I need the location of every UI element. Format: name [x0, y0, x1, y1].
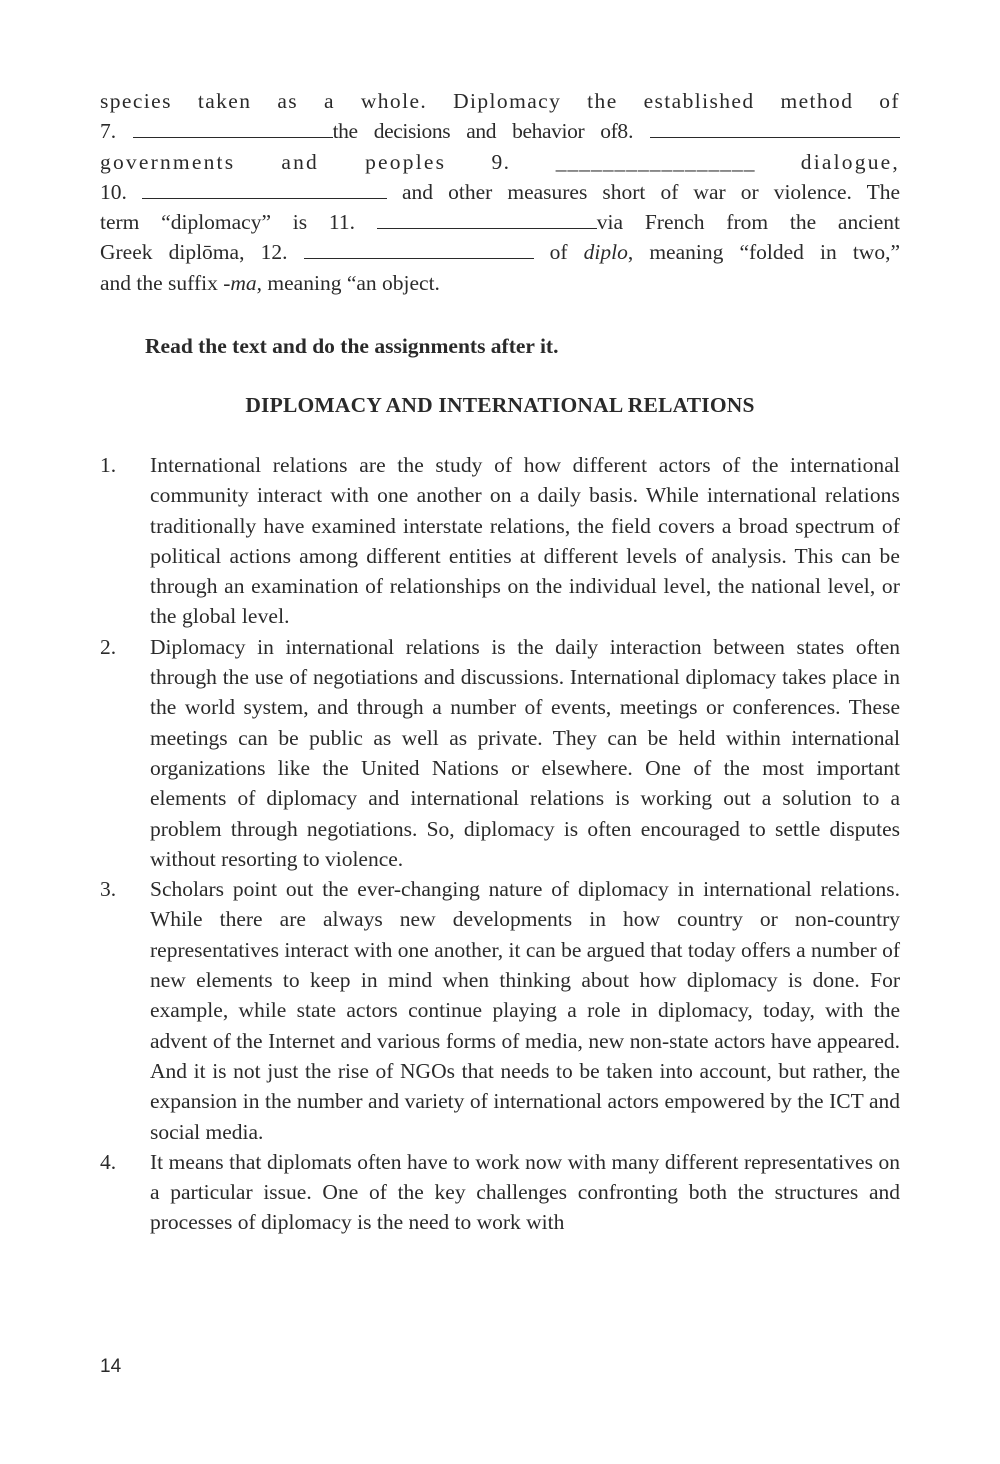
exercise-text: , meaning “an object.	[256, 270, 440, 295]
blank-number-11: 11.	[328, 210, 355, 235]
paragraph-item-3	[100, 874, 900, 1147]
exercise-line-7	[100, 268, 900, 298]
exercise-text: and other measures short of war or violence. The	[402, 179, 900, 204]
blank-12[interactable]	[304, 237, 534, 259]
blank-7[interactable]	[133, 116, 333, 138]
blank-number-9: 9.	[491, 149, 511, 174]
exercise-text: , meaning “folded in two,”	[627, 240, 900, 265]
paragraph-number: 2.	[100, 634, 117, 659]
paragraph-item-2	[100, 632, 900, 874]
exercise-text: via French from the ancient	[596, 210, 900, 235]
paragraph-number: 1.	[100, 453, 117, 477]
paragraph-item-4	[100, 1147, 900, 1238]
exercise-line-4	[100, 177, 900, 207]
exercise-text: the decisions and behavior of	[332, 119, 618, 144]
section-title: DIPLOMACY AND INTERNATIONAL RELATIONS	[245, 393, 755, 417]
paragraph-text: Diplomacy in international relations is the daily interaction between states often through the use of negotiations and discussions. International diplomacy takes place in the world system, and through a number of events, meetings or conferences. These meetings can be public as well as private. They can be held within international organizations like the United Nations or elsewhere. One of the most important elements of diplomacy and international relations is working out a solution to a problem through negotiations. So, diplomacy is often encouraged to settle disputes without resorting to violence.	[150, 634, 900, 871]
blank-number-12: 12.	[260, 240, 288, 265]
exercise-line-3	[100, 147, 900, 177]
exercise-text: and the suffix -	[100, 270, 231, 295]
paragraph-text: Scholars point out the ever-changing nature of diplomacy in international relations. While there are always new developments in how country or non-country representatives interact with one another, it can be argued that today offers a number of new elements to keep in mind when thinking about how diplomacy is done. For example, while state actors continue playing a role in diplomacy, today, with the advent of the Internet and various forms of media, new non-state actors have appeared. And it is not just the rise of NGOs that needs to be taken into account, but rather, the expansion in the number and variety of international actors empowered by the ICT and social media.	[150, 877, 900, 1144]
italic-term-diplo: diplo	[583, 240, 628, 265]
paragraph-text: It means that diplomats often have to work now with many different representatives on a particular issue. One of the key challenges confronting both the structures and processes of diplomacy is the need to work with	[150, 1149, 900, 1235]
exercise-line-1	[100, 86, 900, 116]
paragraph-number: 4.	[100, 1149, 117, 1174]
paragraph-list	[100, 450, 900, 1238]
paragraph-item-1	[100, 450, 900, 632]
blank-9[interactable]: _________________	[555, 149, 756, 174]
blank-11[interactable]	[377, 207, 597, 229]
paragraph-text: International relations are the study of how different actors of the international community interact with one another on a daily basis. While international relations traditionally have examined interstate relations, the field covers a broad spectrum of political actions among different entities at different levels of analysis. This can be through an examination of relationships on the individual level, the national level, or the global level.	[150, 453, 900, 629]
exercise-line-5	[100, 207, 900, 237]
exercise-text: species taken as a whole. Diplomacy the established method of	[100, 89, 900, 113]
page-number: 14	[100, 1356, 122, 1377]
exercise-text: term “diplomacy” is	[100, 210, 308, 235]
blank-10[interactable]	[142, 177, 387, 199]
blank-number-7: 7.	[100, 119, 117, 144]
blank-number-8: 8.	[617, 119, 634, 144]
exercise-text: of	[549, 240, 568, 265]
blank-number-10: 10.	[100, 179, 127, 204]
instruction: Read the text and do the assignments after it.	[145, 334, 559, 358]
exercise-line-2	[100, 116, 900, 146]
paragraph-number: 3.	[100, 877, 117, 902]
fill-in-exercise	[100, 86, 900, 298]
italic-term-ma: ma	[230, 270, 257, 295]
exercise-line-6	[100, 237, 900, 267]
blank-8[interactable]	[650, 116, 900, 138]
exercise-text: Greek diplōma,	[100, 240, 245, 265]
exercise-text: dialogue,	[800, 149, 900, 174]
exercise-text: governments and peoples	[100, 149, 447, 174]
